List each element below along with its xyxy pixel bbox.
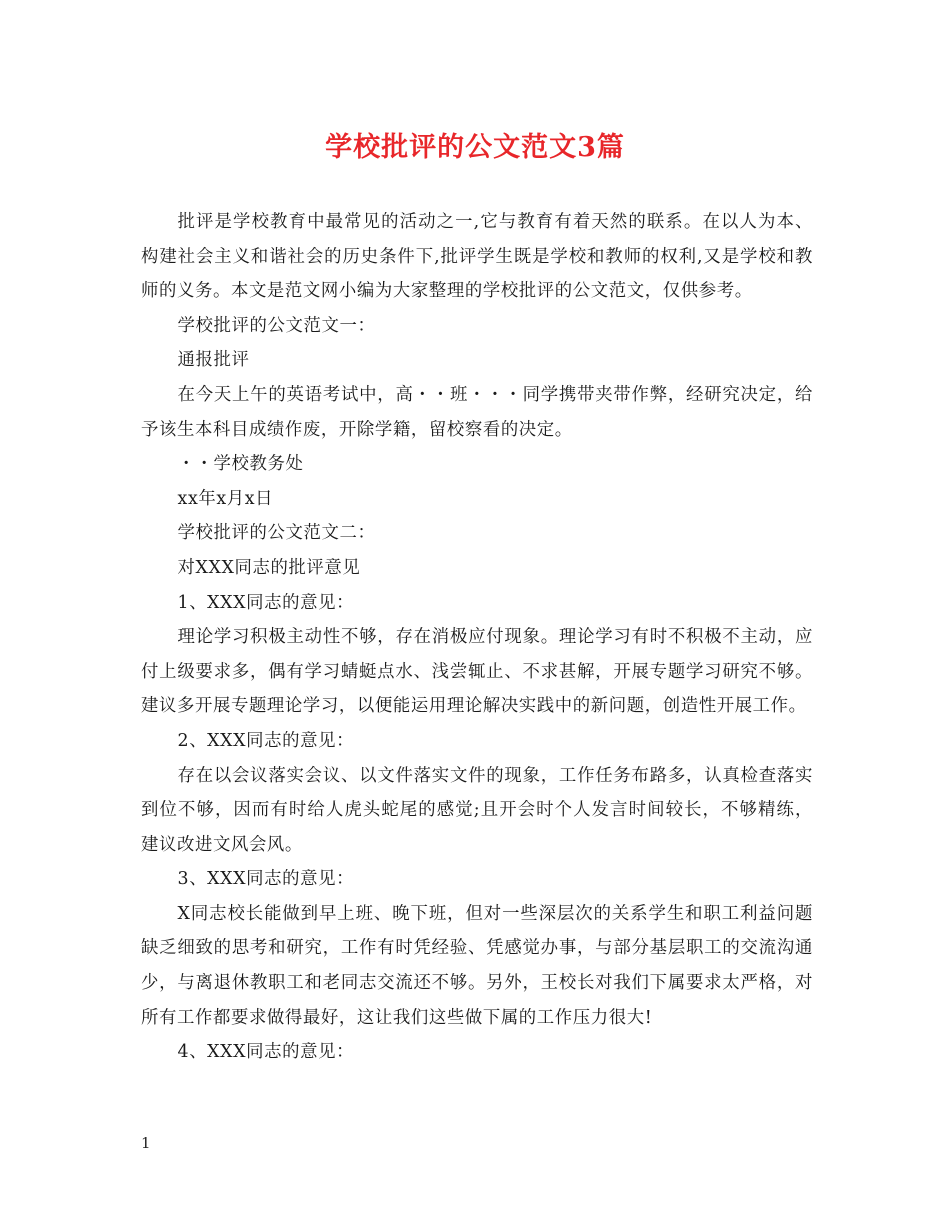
page-number: 1: [141, 1134, 151, 1152]
notice-issuer: ・・学校教务处: [177, 454, 304, 475]
section-heading-two: 学校批评的公文范文二：: [177, 523, 376, 544]
opinion-heading-4: 4、XXX同志的意见：: [177, 1042, 355, 1063]
document-title: 学校批评的公文范文3篇: [325, 132, 625, 163]
paragraph-intro: 批评是学校教育中最常见的活动之一,它与教育有着天然的联系。在以人为本、构建社会主义和谐社会的历史条件下,批评学生既是学校和教师的权利,又是学校和教师的义务。本文是范文网小编为大家整理的学校批评的公文范文，仅供参考。: [141, 212, 813, 302]
opinion-heading-1: 1、XXX同志的意见：: [177, 592, 355, 613]
notice-title: 通报批评: [177, 350, 250, 371]
notice-body: 在今天上午的英语考试中，高・・班・・・同学携带夹带作弊，经研究决定，给予该生本科目成绩作废，开除学籍，留校察看的决定。: [141, 384, 813, 440]
section-heading-one: 学校批评的公文范文一：: [177, 315, 376, 336]
opinion-heading-2: 2、XXX同志的意见：: [177, 730, 355, 751]
opinion-title: 对XXX同志的批评意见: [177, 557, 361, 578]
opinion-body-2: 存在以会议落实会议、以文件落实文件的现象，工作任务布路多，认真检查落实到位不够，因而有时给人虎头蛇尾的感觉;且开会时个人发言时间较长，不够精练，建议改进文风会风。: [141, 765, 813, 855]
document-body: [141, 205, 813, 1070]
opinion-heading-3: 3、XXX同志的意见：: [177, 869, 355, 890]
notice-date: xx年x月x日: [177, 488, 274, 509]
opinion-body-3: X同志校长能做到早上班、晚下班，但对一些深层次的关系学生和职工利益问题缺乏细致的思考和研究，工作有时凭经验、凭感觉办事，与部分基层职工的交流沟通少，与离退休教职工和老同志交流还不够。另外，王校长对我们下属要求太严格，对所有工作都要求做得最好，这让我们这些做下属的工作压力很大!: [141, 903, 813, 1028]
opinion-body-1: 理论学习积极主动性不够，存在消极应付现象。理论学习有时不积极不主动，应付上级要求多，偶有学习蜻蜓点水、浅尝辄止、不求甚解，开展专题学习研究不够。建议多开展专题理论学习，以便能运用理论解决实践中的新问题，创造性开展工作。: [141, 627, 813, 717]
